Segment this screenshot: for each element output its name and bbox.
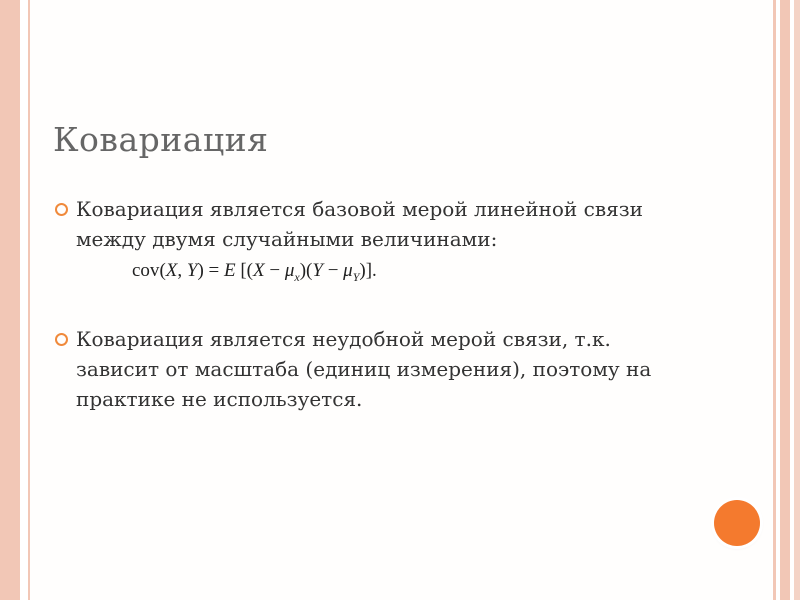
formula-y2: Y [312,260,323,281]
circle-bullet-icon [55,333,68,346]
bullet-text-1: Ковариация является базовой мерой линейной связи между двумя случайными величинами: [76,197,643,251]
formula-y: Y [186,260,198,281]
orange-circle-decoration [714,500,760,546]
formula-open-paren: ( [159,260,166,281]
formula-x2: X [253,260,265,281]
formula-expectation: E [224,260,236,281]
bullet-item-1 [55,194,675,254]
formula-comma: , [177,260,187,281]
formula-mid: )( [299,260,313,281]
right-frame-edge [794,0,800,600]
formula-sub-x: x [294,269,300,284]
formula-mu-y: μ [343,260,353,281]
formula-mu-x: μ [284,260,295,281]
bullet-text-2: Ковариация является неудобной мерой связи, т.к. зависит от масштаба (единиц измерения), поэтому на практике не используется. [76,327,652,411]
circle-bullet-icon [55,203,68,216]
right-frame-line [773,0,776,600]
formula-close-eq: ) = [197,260,224,281]
covariance-formula [132,260,377,285]
right-frame-band [780,0,790,600]
formula-cov: cov [132,260,160,281]
slide-content-area [30,0,772,600]
formula-bracket-close: )]. [359,260,377,281]
bullet-item-2 [55,324,675,414]
formula-x: X [165,260,178,281]
formula-sub-y: Y [352,269,360,284]
left-frame-band [0,0,20,600]
formula-bracket-open: [( [235,260,254,281]
formula-minus-2: − [322,260,344,281]
slide-title: Ковариация [53,120,269,159]
formula-minus-1: − [264,260,285,281]
